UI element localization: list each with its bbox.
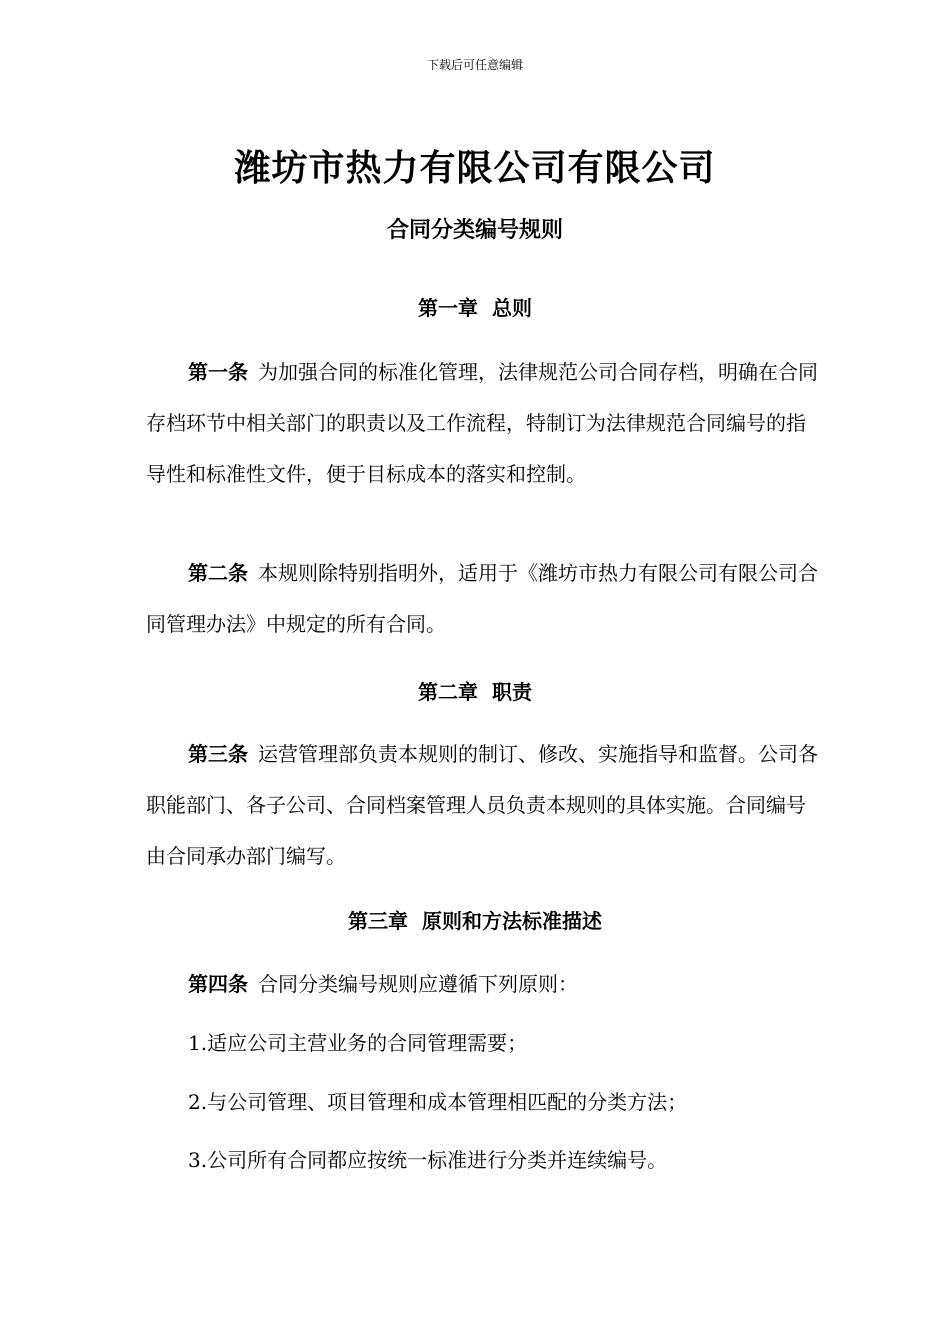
- chapter-heading-1: 第一章 总则: [418, 296, 532, 320]
- article-1: [146, 347, 822, 500]
- article-text: 为加强合同的标准化管理，法律规范公司合同存档，明确在合同存档环节中相关部门的职责以及工作流程，特制订为法律规范合同编号的指导性和标准性文件，便于目标成本的落实和控制。: [146, 360, 818, 486]
- article-label: 第二条: [188, 561, 248, 585]
- article-4: [146, 959, 822, 1010]
- article-3: [146, 729, 822, 882]
- principle-item-3: 3.公司所有合同都应按统一标准进行分类并连续编号。: [188, 1148, 668, 1172]
- article-label: 第三条: [188, 742, 248, 766]
- principle-item-2: 2.与公司管理、项目管理和成本管理相匹配的分类方法；: [188, 1090, 688, 1114]
- document-subtitle: 合同分类编号规则: [386, 218, 563, 243]
- article-label: 第一条: [188, 360, 248, 384]
- article-text: 运营管理部负责本规则的制订、修改、实施指导和监督。公司各职能部门、各子公司、合同档案管理人员负责本规则的具体实施。合同编号由合同承办部门编写。: [146, 742, 818, 868]
- principle-item-1: 1.适应公司主营业务的合同管理需要；: [188, 1031, 528, 1055]
- article-2: [146, 548, 822, 650]
- article-text: 本规则除特别指明外，适用于《潍坊市热力有限公司有限公司合同管理办法》中规定的所有合同。: [146, 561, 818, 636]
- article-label: 第四条: [188, 972, 248, 996]
- article-text: 合同分类编号规则应遵循下列原则：: [258, 972, 578, 996]
- chapter-heading-2: 第二章 职责: [418, 680, 532, 704]
- header-note: 下载后可任意编辑: [426, 58, 523, 72]
- chapter-heading-3: 第三章 原则和方法标准描述: [348, 909, 602, 933]
- document-title: 潍坊市热力有限公司有限公司: [234, 148, 716, 189]
